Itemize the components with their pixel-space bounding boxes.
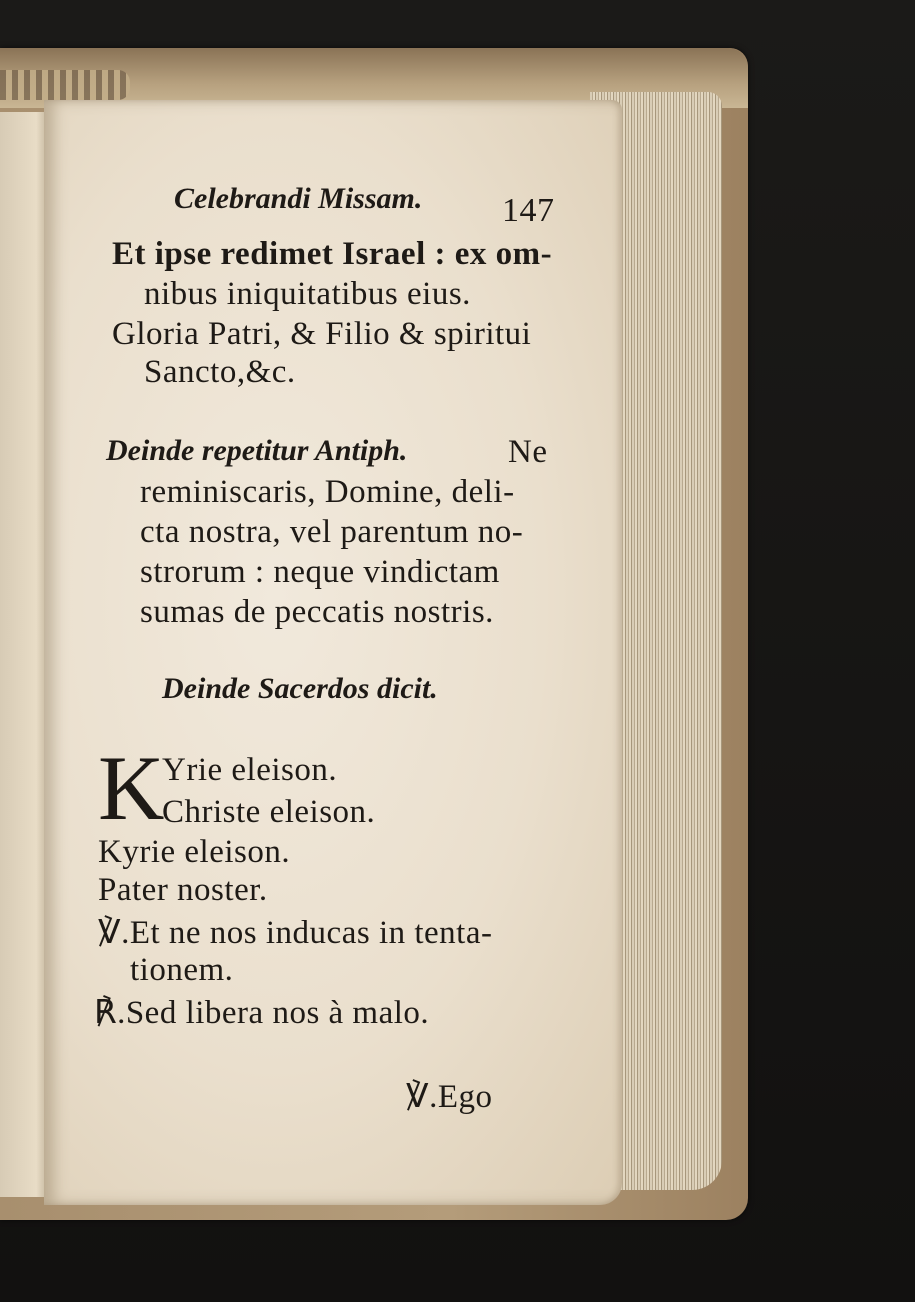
text-line: sumas de peccatis nostris. xyxy=(140,594,494,630)
text-line: Pater noster. xyxy=(98,872,268,908)
text-line: Christe eleison. xyxy=(162,794,376,830)
text-line: nibus iniquitatibus eius. xyxy=(144,276,471,312)
page-number: 147 xyxy=(502,192,555,229)
text-line: tionem. xyxy=(130,952,234,988)
spine-binding xyxy=(0,70,130,100)
text-line: cta nostra, vel parentum no- xyxy=(140,514,524,550)
text-line: Kyrie eleison. xyxy=(98,834,291,870)
book-page xyxy=(44,100,622,1205)
catchword: ℣.Ego xyxy=(406,1079,493,1115)
text-line: Sancto,&c. xyxy=(144,354,296,390)
text-line: strorum : neque vindictam xyxy=(140,554,500,590)
rubric: Deinde repetitur Antiph. xyxy=(106,434,408,467)
drop-cap: K xyxy=(98,737,165,839)
text-line: Et ipse redimet Israel : ex om- xyxy=(112,236,553,272)
rubric: Deinde Sacerdos dicit. xyxy=(162,672,438,705)
running-title: Celebrandi Missam. xyxy=(174,182,423,215)
response-line: ℟.Sed libera nos à malo. xyxy=(94,995,430,1031)
text-line: reminiscaris, Domine, deli- xyxy=(140,474,515,510)
text-line: Yrie eleison. xyxy=(162,752,338,788)
versicle-line: ℣.Et ne nos inducas in tenta- xyxy=(98,915,493,951)
text-line: Ne xyxy=(508,434,548,470)
text-line: Gloria Patri, & Filio & spiritui xyxy=(112,316,532,352)
